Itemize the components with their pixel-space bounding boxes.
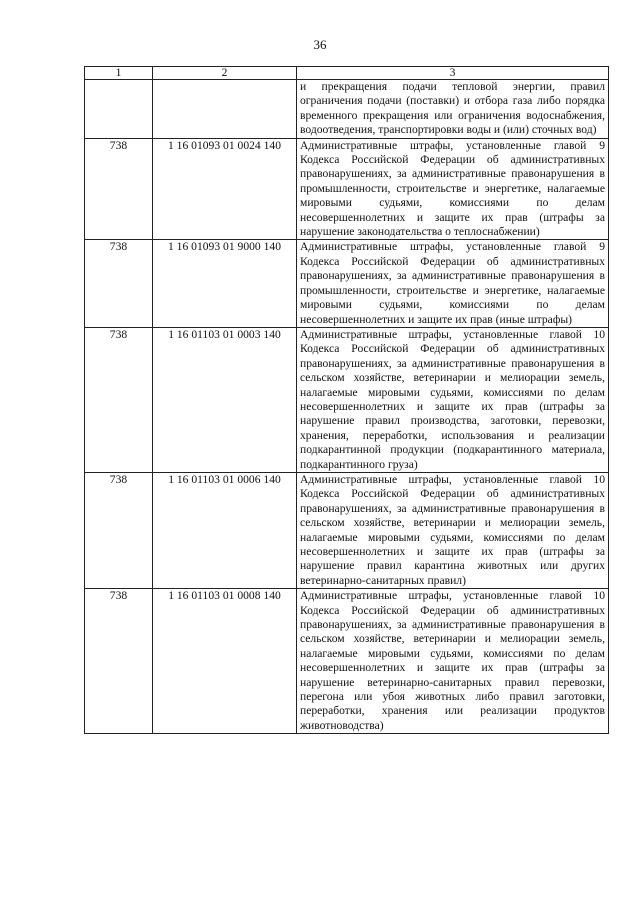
revenue-name-cell: Административные штрафы, установленные главой 9 Кодекса Российской Федерации об административных правонарушениях, за административные правонарушения в промышленности, строительстве и энергетике, налагаемые мировыми судьями, комиссиями по делам несовершеннолетних и защите их прав (иные штрафы)	[297, 240, 609, 327]
revenue-name-cell: Административные штрафы, установленные главой 10 Кодекса Российской Федерации об административных правонарушениях, за административные правонарушения в сельском хозяйстве, ветеринарии и мелиорации земель, налагаемые мировыми судьями, комиссиями по делам несовершеннолетних и защите их прав (штрафы за нарушение правил карантина животных или других ветеринарно-санитарных правил)	[297, 472, 609, 588]
table-header-row	[85, 67, 609, 80]
table-row	[85, 240, 609, 327]
admin-code-cell: 738	[85, 472, 153, 588]
revenue-name-cell: Административные штрафы, установленные главой 10 Кодекса Российской Федерации об административных правонарушениях, за административные правонарушения в сельском хозяйстве, ветеринарии и мелиорации земель, налагаемые мировыми судьями, комиссиями по делам несовершеннолетних и защите их прав (штрафы за нарушение правил производства, заготовки, перевозки, хранения, переработки, использования и реализации подкарантинной продукции (подкарантинного материала, подкарантинного груза)	[297, 327, 609, 472]
budget-code-cell	[153, 80, 297, 139]
page-number: 36	[313, 37, 327, 52]
budget-classification-table	[84, 66, 609, 734]
budget-code-cell: 1 16 01103 01 0008 140	[153, 589, 297, 734]
budget-code-cell: 1 16 01093 01 9000 140	[153, 240, 297, 327]
admin-code-cell	[85, 80, 153, 139]
revenue-name-cell: и прекращения подачи тепловой энергии, правил ограничения подачи (поставки) и отбора газа либо порядка временного прекращения или ограничения водоснабжения, водоотведения, транспортировки воды и (или) сточных вод)	[297, 80, 609, 139]
table-row-continuation	[85, 80, 609, 139]
admin-code-cell: 738	[85, 589, 153, 734]
admin-code-cell: 738	[85, 138, 153, 240]
column-header-1: 1	[85, 67, 153, 80]
revenue-name-cell: Административные штрафы, установленные главой 9 Кодекса Российской Федерации об административных правонарушениях, за административные правонарушения в промышленности, строительстве и энергетике, налагаемые мировыми судьями, комиссиями по делам несовершеннолетних и защите их прав (штрафы за нарушение законодательства о теплоснабжении)	[297, 138, 609, 240]
column-header-2: 2	[153, 67, 297, 80]
table-row	[85, 138, 609, 240]
admin-code-cell: 738	[85, 240, 153, 327]
admin-code-cell: 738	[85, 327, 153, 472]
budget-code-cell: 1 16 01103 01 0003 140	[153, 327, 297, 472]
revenue-name-cell: Административные штрафы, установленные главой 10 Кодекса Российской Федерации об административных правонарушениях, за административные правонарушения в сельском хозяйстве, ветеринарии и мелиорации земель, налагаемые мировыми судьями, комиссиями по делам несовершеннолетних и защите их прав (штрафы за нарушение ветеринарно-санитарных правил перевозки, перегона или убоя животных либо правил заготовки, переработки, хранения или реализации продуктов животноводства)	[297, 589, 609, 734]
budget-code-cell: 1 16 01093 01 0024 140	[153, 138, 297, 240]
table-row	[85, 472, 609, 588]
budget-code-cell: 1 16 01103 01 0006 140	[153, 472, 297, 588]
column-header-3: 3	[297, 67, 609, 80]
table-row	[85, 589, 609, 734]
table-row	[85, 327, 609, 472]
